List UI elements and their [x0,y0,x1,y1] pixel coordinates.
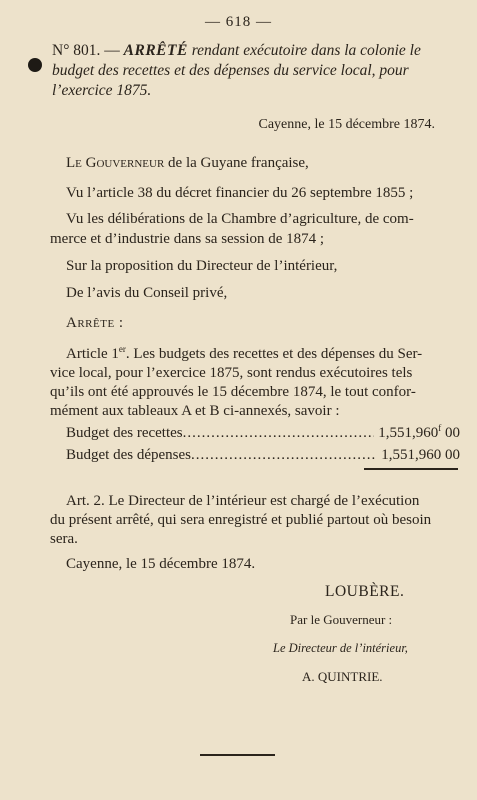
budget-row-recettes [66,425,460,442]
article2-line3: sera. [50,531,78,547]
budget-amount-cents: 00 [441,425,460,441]
budget-amount [377,447,460,464]
article1-sup: er [118,344,126,354]
article1-line3: qu’ils ont été approuvés le 15 décembre 1874, le tout confor- [50,384,416,400]
leader-dots [191,447,377,464]
avis-line: De l’avis du Conseil privé, [66,285,228,301]
heading-line-3: l’exercice 1875. [52,82,152,99]
binding-hole-mark [28,58,42,72]
governor-rest: de la Guyane française, [168,155,309,171]
budget-amount-cents: 00 [441,447,460,463]
proposition-line: Sur la proposition du Directeur de l’intérieur, [66,258,338,274]
heading-line-1 [52,41,462,61]
dateline: Cayenne, le 15 décembre 1874. [258,117,435,132]
decree-number: N° 801. — [52,42,120,59]
article1-start: Article 1 [66,346,119,362]
decree-heading [52,41,462,101]
article1-line4: mément aux tableaux A et B ci-annexés, savoir : [50,403,340,419]
budget-amount-sup: f [438,423,442,433]
arrete-label: Arrête : [66,315,124,331]
arrete-title: ARRÊTÉ [123,42,188,59]
article1-line1-rest: . Les budgets des recettes et des dépenses du Ser- [125,346,423,362]
countersignature: A. QUINTRIE. [302,669,383,684]
article2-line1: Art. 2. Le Directeur de l’intérieur est chargé de l’exécution [66,493,420,509]
directeur-title: Le Directeur de l’intérieur, [273,641,408,655]
leader-dots [183,425,375,442]
article2-line2: du présent arrêté, qui sera enregistré et publié partout où besoin [50,512,432,528]
budget-amount [374,425,460,442]
budget-label: Budget des recettes [66,425,183,441]
vu-deliberations-line1: Vu les délibérations de la Chambre d’agriculture, de com- [66,211,414,227]
article1-line2: vice local, pour l’exercice 1875, sont rendus exécutoires tels [50,365,413,381]
total-rule [364,468,458,470]
bottom-rule [200,754,275,756]
closing-date: Cayenne, le 15 décembre 1874. [66,556,256,572]
page-number: — 618 — [205,14,272,30]
vu-decret: Vu l’article 38 du décret financier du 26 septembre 1855 ; [66,185,414,201]
par-le-gouverneur: Par le Gouverneur : [290,612,393,627]
governor-signature: LOUBÈRE. [325,583,405,600]
budget-row-depenses [66,447,460,464]
budget-amount-value: 1,551,960 [378,425,439,441]
heading-line-2: budget des recettes et des dépenses du service local, pour [52,62,409,79]
heading-line1-rest: rendant exécutoire dans la colonie le [191,42,421,59]
article1-line1 [66,346,422,363]
budget-label: Budget des dépenses [66,447,191,463]
vu-deliberations-line2: merce et d’industrie dans sa session de 1874 ; [50,231,325,247]
governor-line [66,155,309,172]
budget-amount-value: 1,551,960 [381,447,442,463]
governor-title: Le Gouverneur [66,155,165,171]
